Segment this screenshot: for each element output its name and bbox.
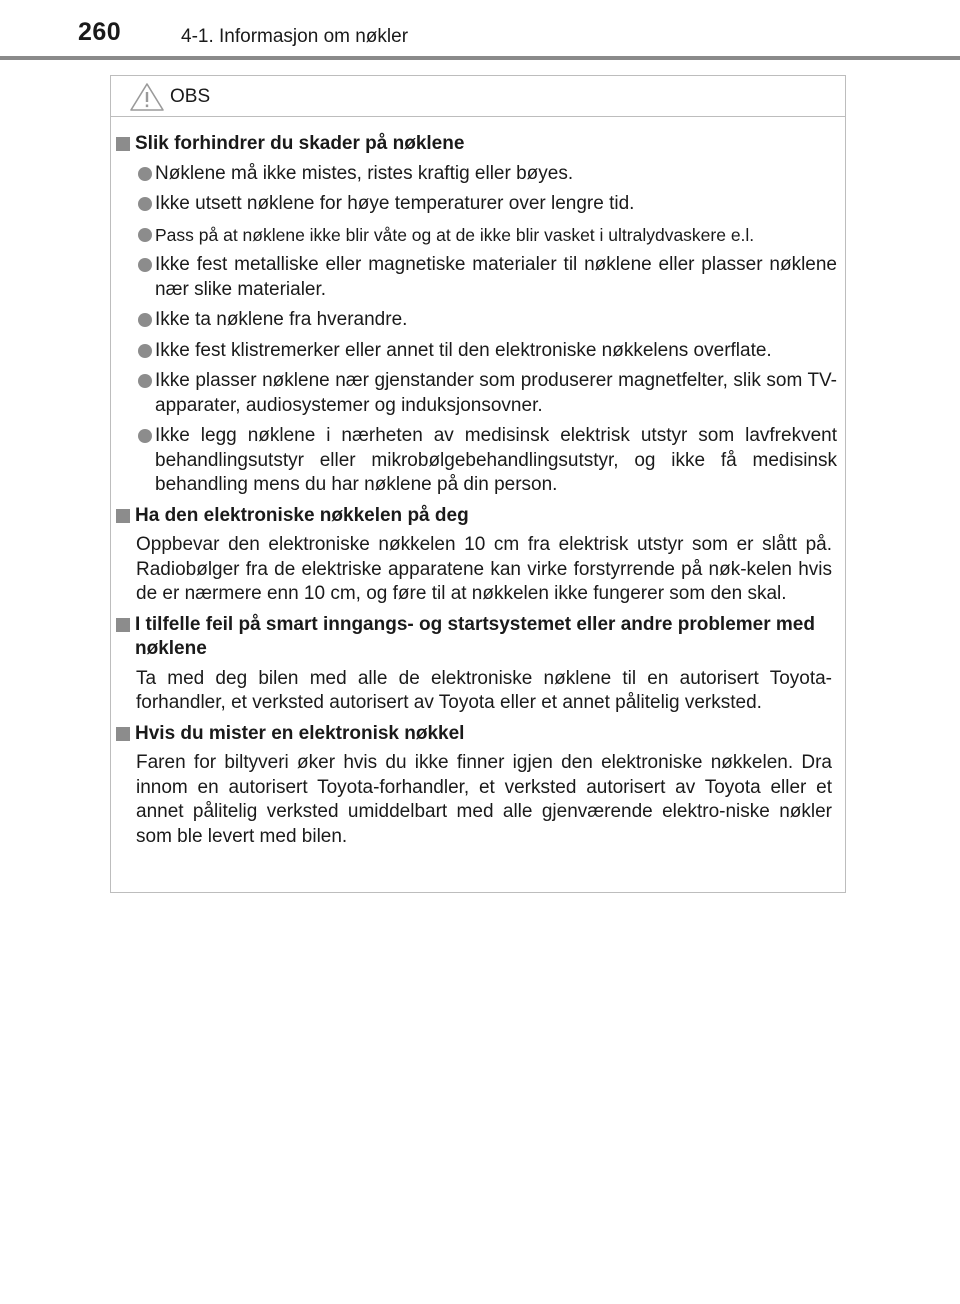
warning-triangle-icon bbox=[129, 82, 165, 112]
list-item: Nøklene må ikke mistes, ristes kraftig eller bøyes. bbox=[111, 162, 845, 187]
list-item: Pass på at nøklene ikke blir våte og at de ikke blir vasket i ultralydvaskere e.l. bbox=[111, 223, 845, 248]
round-bullet-icon bbox=[138, 167, 152, 181]
section-carry-key bbox=[111, 504, 845, 607]
list-item: Ikke fest metalliske eller magnetiske materialer til nøklene eller plasser nøklene nær slike materialer. bbox=[111, 253, 845, 302]
caution-box bbox=[110, 75, 846, 893]
section-heading: Ha den elektroniske nøkkelen på deg bbox=[111, 504, 845, 529]
list-item: Ikke utsett nøklene for høye temperaturer over lengre tid. bbox=[111, 192, 845, 217]
section-text: Faren for biltyveri øker hvis du ikke finner igjen den elektroniske nøkkelen. Dra innom en autorisert Toyota-forhandler, et verksted autorisert av Toyota eller et annet pålitelig verksted umiddelbart med alle gjenværende elektro-niske nøkler som ble levert med bilen. bbox=[136, 752, 832, 847]
round-bullet-icon bbox=[138, 429, 152, 443]
round-bullet-icon bbox=[138, 344, 152, 358]
chapter-title: 4-1. Informasjon om nøkler bbox=[181, 26, 409, 47]
section-text: Ta med deg bilen med alle de elektroniske nøklene til en autorisert Toyota-forhandler, et verksted autorisert av Toyota eller et annet pålitelig verksted. bbox=[136, 667, 832, 713]
section-damage-prevention bbox=[111, 132, 845, 498]
list-item: Ikke plasser nøklene nær gjenstander som produserer magnetfelter, slik som TV-apparater, audiosystemer og induksjonsovner. bbox=[111, 369, 845, 418]
round-bullet-icon bbox=[138, 374, 152, 388]
square-bullet-icon bbox=[116, 618, 130, 632]
round-bullet-icon bbox=[138, 197, 152, 211]
square-bullet-icon bbox=[116, 727, 130, 741]
section-heading: I tilfelle feil på smart inngangs- og startsystemet eller andre problemer med nøklene bbox=[111, 613, 845, 662]
list-item: Ikke fest klistremerker eller annet til den elektroniske nøkkelens overflate. bbox=[111, 339, 845, 364]
section-text: Oppbevar den elektroniske nøkkelen 10 cm fra elektrisk utstyr som er slått på. Radiobølger fra de elektriske apparatene kan virke forstyrrende på nøk-kelen hvis de er nærmere enn 10 cm, og føre til at nøkkelen ikke fungerer som den skal. bbox=[136, 534, 832, 604]
square-bullet-icon bbox=[116, 137, 130, 151]
round-bullet-icon bbox=[138, 228, 152, 242]
section-heading: Slik forhindrer du skader på nøklene bbox=[111, 132, 845, 157]
square-bullet-icon bbox=[116, 509, 130, 523]
list-item: Ikke legg nøklene i nærheten av medisinsk elektrisk utstyr som lavfrekvent behandlingsutstyr eller mikrobølgebehandlingsutstyr, og ikke få medisinsk behandling mens du har nøklene på din person. bbox=[111, 424, 845, 498]
caution-label: OBS bbox=[170, 86, 211, 107]
page-number: 260 bbox=[78, 18, 122, 46]
caution-header bbox=[111, 76, 845, 117]
caution-content bbox=[111, 132, 845, 855]
section-heading: Hvis du mister en elektronisk nøkkel bbox=[111, 722, 845, 747]
list-item: Ikke ta nøklene fra hverandre. bbox=[111, 308, 845, 333]
round-bullet-icon bbox=[138, 313, 152, 327]
header-rule bbox=[0, 56, 960, 60]
page-header bbox=[0, 0, 960, 62]
section-system-fault bbox=[111, 613, 845, 716]
round-bullet-icon bbox=[138, 258, 152, 272]
section-lost-key bbox=[111, 722, 845, 850]
